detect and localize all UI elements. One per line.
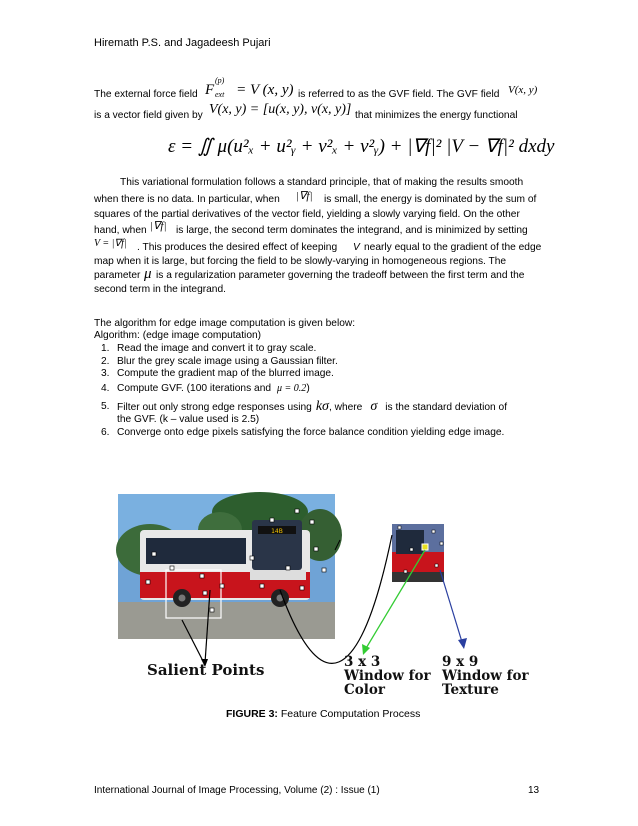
algo-intro: The algorithm for edge image computation is given below: (94, 318, 356, 329)
footer-page-number: 13 (528, 785, 540, 796)
algo-step-5-cont: the GVF. (k – value used is 2.5) (117, 414, 260, 425)
figure-caption: FIGURE 3: Feature Computation Process (226, 708, 421, 720)
energy-equation: ε = ∬ μ(u²ₓ + u²ᵧ + v²ₓ + v²ᵧ) + |∇f|² |V − ∇f|² dxdy (168, 136, 555, 157)
algo-step-1: 1. Read the image and convert it to gray scale. (101, 343, 317, 354)
algo-title: Algorithm: (edge image computation) (94, 330, 262, 341)
grad-f-abs-1: |∇f| (296, 190, 313, 202)
label-texture-window: 9 x 9 Window for Texture (442, 654, 529, 698)
v-eq-grad: V = |∇f| (94, 238, 127, 249)
para2-line6: map when it is large, but forcing the field to be slowly-varying in homogeneous regions. The (94, 256, 507, 267)
para2-line5-a: . This produces the desired effect of keeping (137, 242, 338, 253)
para2-line8: second term in the integrand. (94, 284, 226, 295)
para1-line1-b: is referred to as the GVF field. The GVF field (298, 89, 500, 100)
mu-symbol: μ (144, 266, 152, 282)
grad-f-abs-2: |∇f| (150, 220, 167, 232)
running-header: Hiremath P.S. and Jagadeesh Pujari (94, 37, 271, 49)
bus-route-number: 14B (271, 528, 283, 535)
zoom-inset (392, 524, 444, 582)
texture-arrow (440, 570, 462, 642)
algo-step-2: 2. Blur the grey scale image using a Gaussian filter. (101, 356, 338, 367)
algo-step-3: 3. Compute the gradient map of the blurred image. (101, 368, 334, 379)
algo-step-6: 6. Converge onto edge pixels satisfying the force balance condition yielding edge image. (101, 427, 505, 438)
para2-line1: This variational formulation follows a standard principle, that of making the results smooth (120, 177, 524, 188)
para2-line4-b: is large, the second term dominates the integrand, and is minimized by setting (176, 225, 528, 236)
para2-line7-a: parameter (94, 270, 141, 281)
bus-photo (116, 492, 342, 639)
para2-line3: squares of the partial derivatives of the vector field, yielding a slowly varying field. On the other (94, 209, 520, 220)
algo-step-4: 4. Compute GVF. (100 iterations and μ = 0.2) (101, 383, 310, 394)
para2-v-symbol: V (353, 242, 360, 253)
para1-line2-a: is a vector field given by (94, 110, 203, 121)
footer-journal: International Journal of Image Processing, Volume (2) : Issue (1) (94, 785, 380, 796)
para1-line1-a: The external force field (94, 89, 198, 100)
para2-line2-b: is small, the energy is dominated by the sum of (324, 194, 537, 205)
para2-line5-b: nearly equal to the gradient of the edge (364, 242, 542, 253)
algo-step-5: 5. Filter out only strong edge responses using kσ, where σ is the standard deviation of (101, 399, 508, 414)
para2-line2-a: when there is no data. In particular, when (94, 194, 280, 205)
color-window-box (422, 544, 428, 550)
eq-vxy: V(x, y) (508, 84, 538, 96)
para2-line4-a: hand, when (94, 225, 147, 236)
para1-line2-b: that minimizes the energy functional (355, 110, 518, 121)
eq-fext: F (p) ext = V (x, y) (205, 76, 294, 99)
para2-line7-b: is a regularization parameter governing the tradeoff between the first term and the (156, 270, 525, 281)
eq-vdef: V(x, y) = [u(x, y), v(x, y)] (209, 102, 352, 117)
label-salient-points: Salient Points (147, 661, 265, 679)
label-color-window: 3 x 3 Window for Color (344, 654, 431, 698)
